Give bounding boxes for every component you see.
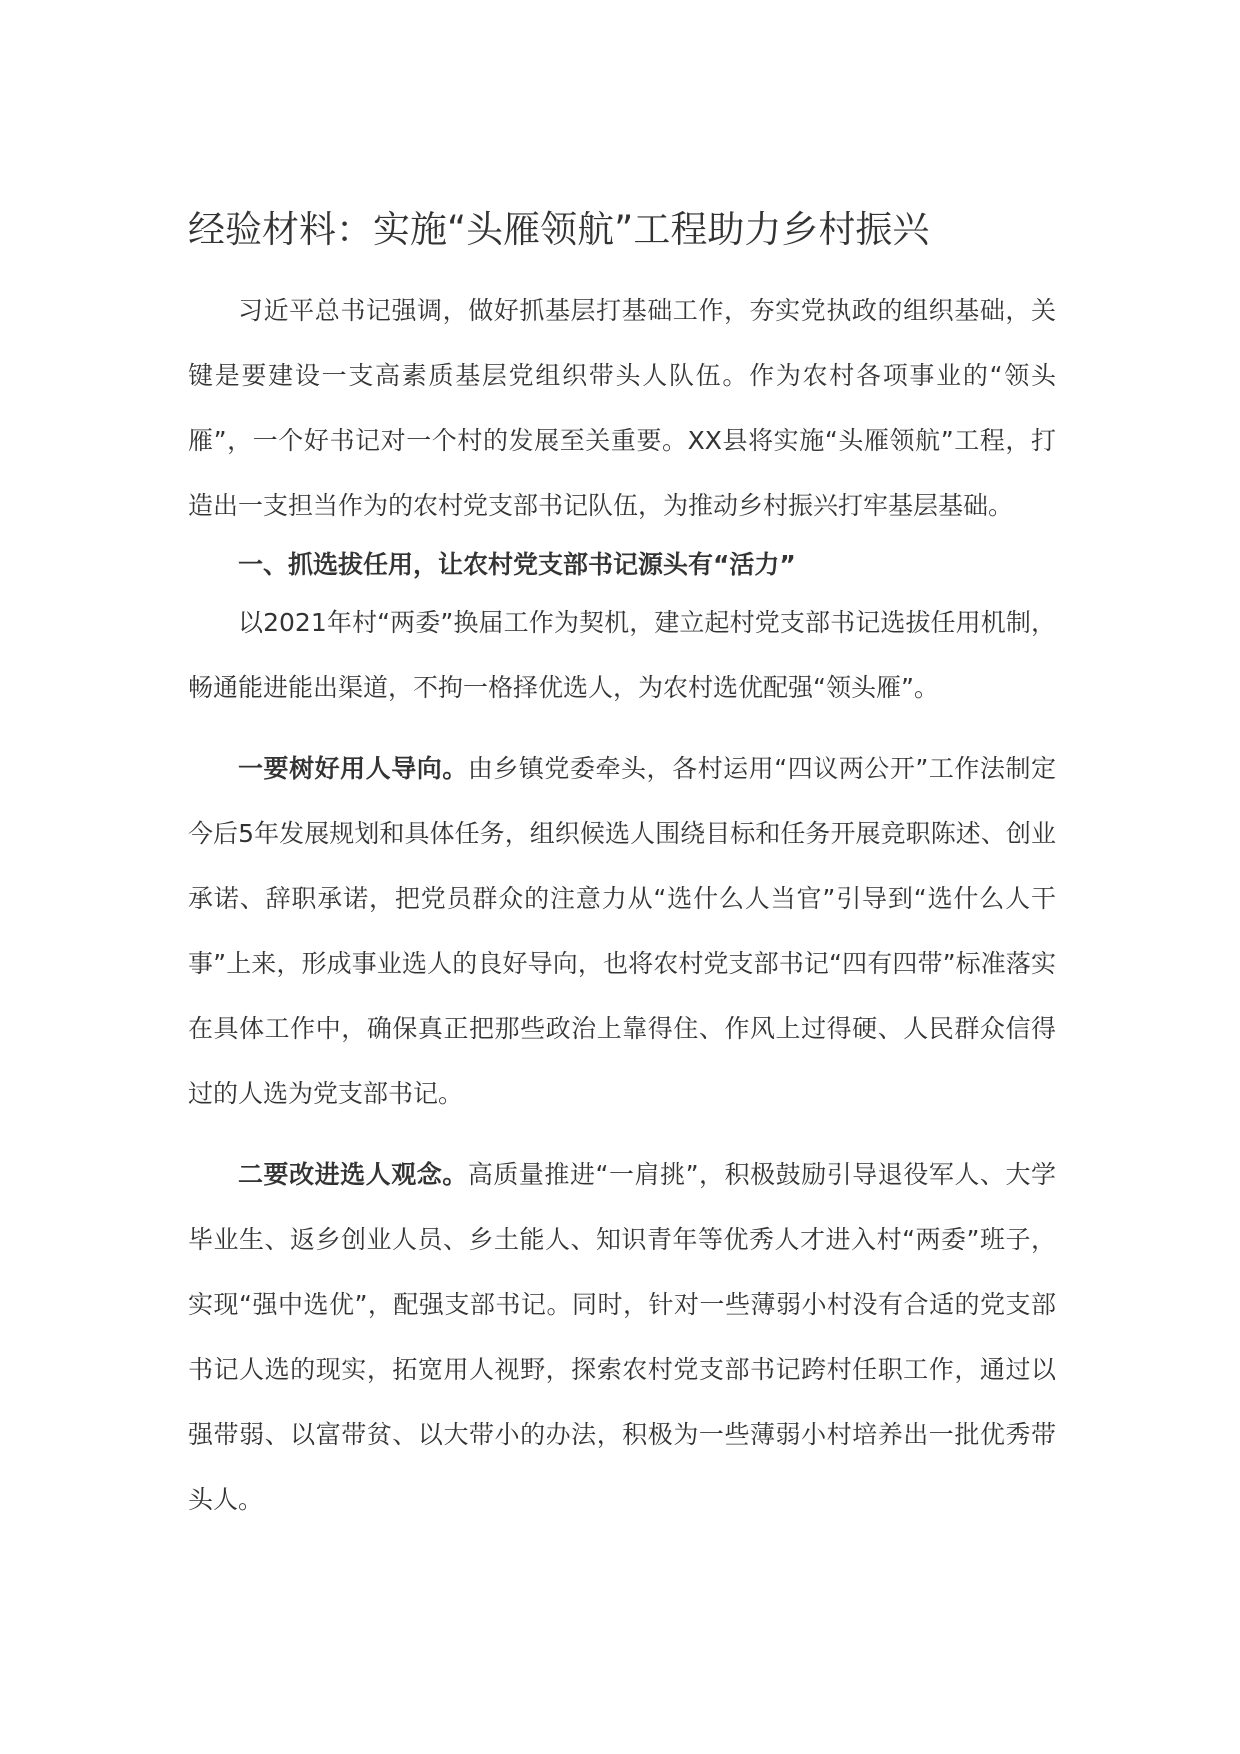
point-text-1: 由乡镇党委牵头，各村运用“四议两公开”工作法制定今后5年发展规划和具体任务，组织候选人围绕目标和任务开展竞职陈述、创业承诺、辞职承诺，把党员群众的注意力从“选什么人当官”引导到“选什么人干事”上来，形成事业选人的良好导向，也将农村党支部书记“四有四带”标准落实在具体工作中，确保真正把那些政治上靠得住、作风上过得硬、人民群众信得过的人选为党支部书记。	[188, 754, 1056, 1108]
section-heading: 一、抓选拔任用，让农村党支部书记源头有“活力”	[238, 550, 796, 579]
point-text-2: 高质量推进“一肩挑”，积极鼓励引导退役军人、大学毕业生、返乡创业人员、乡土能人、知识青年等优秀人才进入村“两委”班子，实现“强中选优”，配强支部书记。同时，针对一些薄弱小村没有合适的党支部书记人选的现实，拓宽用人视野，探索农村党支部书记跨村任职工作，通过以强带弱、以富带贫、以大带小的办法，积极为一些薄弱小村培养出一批优秀带头人。	[188, 1160, 1056, 1514]
point-lead-1: 一要树好用人导向。	[238, 754, 468, 783]
intro-paragraph: 习近平总书记强调，做好抓基层打基础工作，夯实党执政的组织基础，关键是要建设一支高素质基层党组织带头人队伍。作为农村各项事业的“领头雁”，一个好书记对一个村的发展至关重要。XX县将实施“头雁领航”工程，打造出一支担当作为的农村党支部书记队伍，为推动乡村振兴打牢基层基础。	[188, 296, 1056, 520]
document-title: 经验材料：实施“头雁领航”工程助力乡村振兴	[188, 208, 930, 251]
point-lead-2: 二要改进选人观念。	[238, 1160, 468, 1189]
point-paragraph-2	[188, 1142, 1056, 1532]
document-body	[188, 198, 1056, 1532]
section-intro-paragraph: 以2021年村“两委”换届工作为契机，建立起村党支部书记选拔任用机制，畅通能进能出渠道，不拘一格择优选人，为农村选优配强“领头雁”。	[188, 608, 1056, 702]
point-paragraph-1	[188, 736, 1056, 1126]
